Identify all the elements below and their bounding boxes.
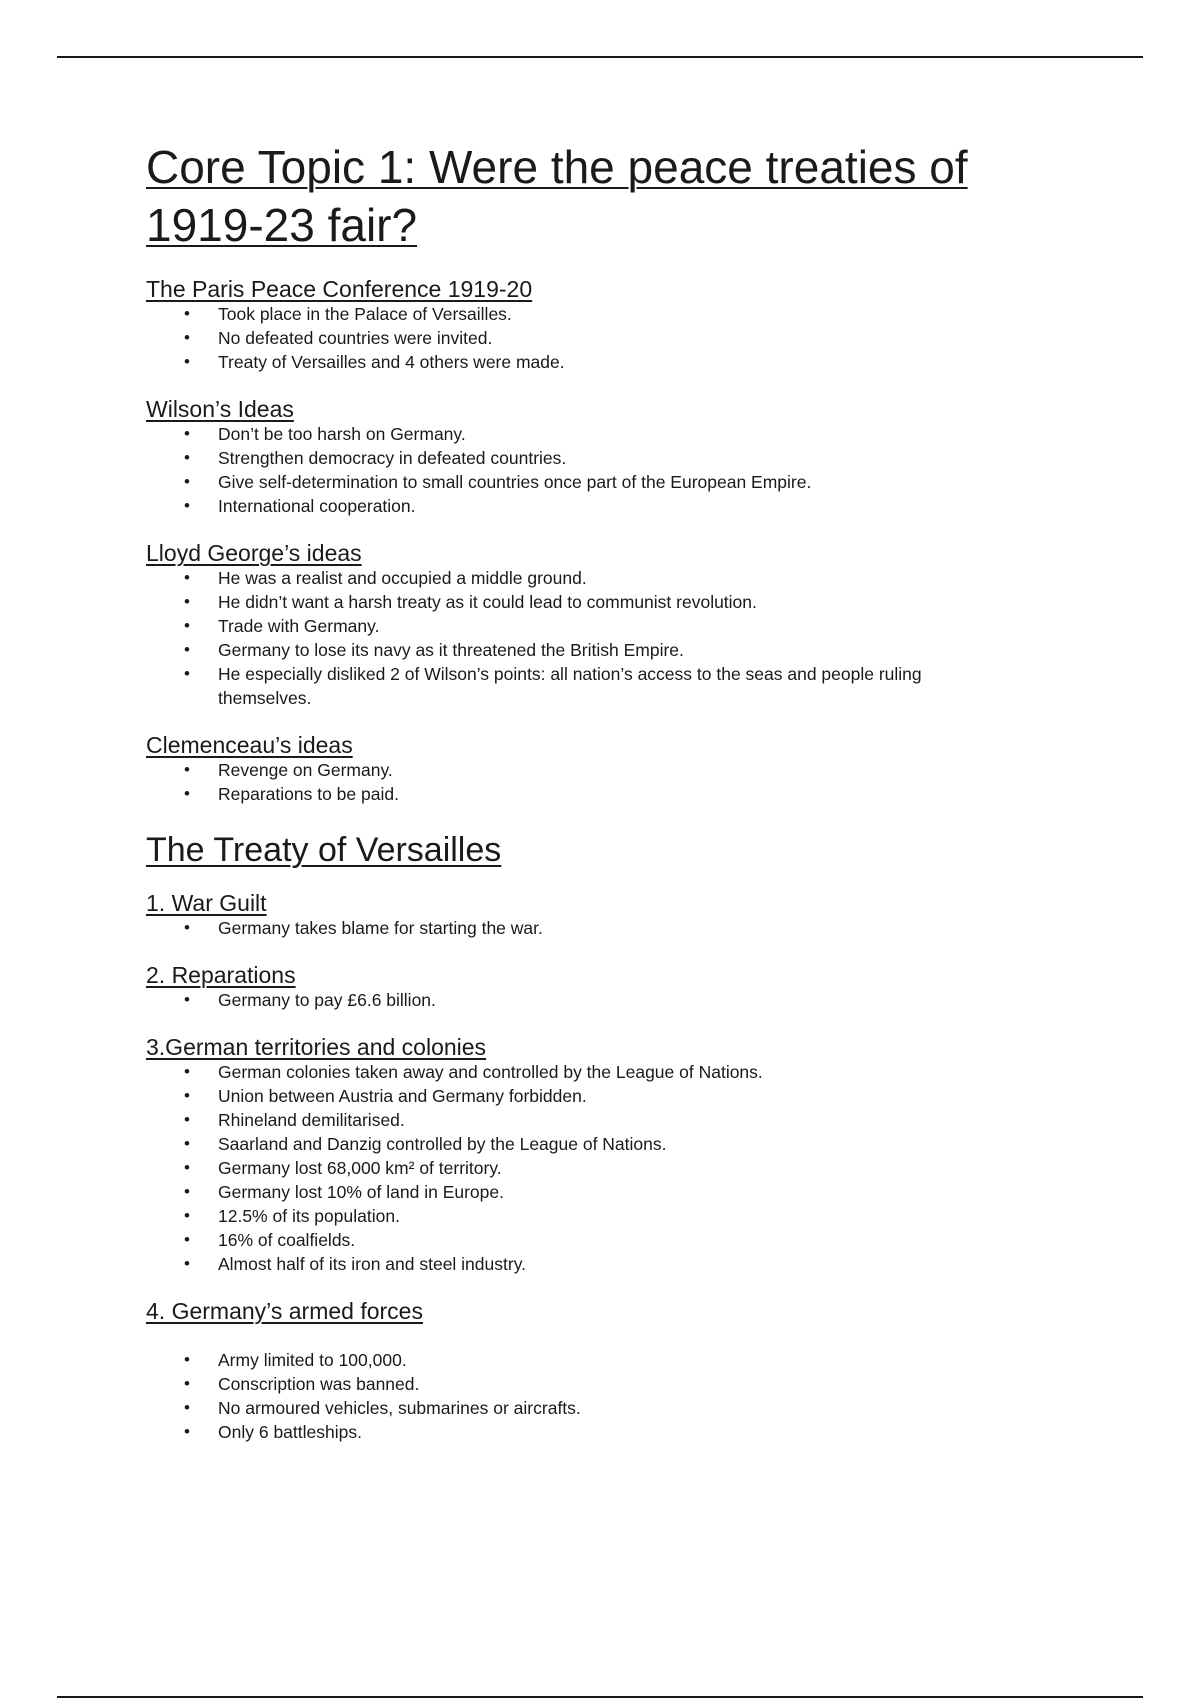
section-paris-peace-conference xyxy=(146,276,1076,374)
treaty-title: The Treaty of Versailles xyxy=(146,831,502,869)
list-item: • 12.5% of its population. xyxy=(146,1204,1076,1228)
bullet-list xyxy=(146,758,1076,806)
list-item: • Don’t be too harsh on Germany. xyxy=(146,422,1076,446)
list-item: • He especially disliked 2 of Wilson’s points: all nation’s access to the seas and people ruling themselves. xyxy=(146,662,1076,710)
section-wilsons-ideas xyxy=(146,396,1076,518)
list-item: • Only 6 battleships. xyxy=(146,1420,1076,1444)
list-item: • Germany to pay £6.6 billion. xyxy=(146,988,1076,1012)
list-item: • Saarland and Danzig controlled by the League of Nations. xyxy=(146,1132,1076,1156)
list-item: • German colonies taken away and controlled by the League of Nations. xyxy=(146,1060,1076,1084)
section-heading: Lloyd George’s ideas xyxy=(146,540,362,566)
list-item: • Almost half of its iron and steel industry. xyxy=(146,1252,1076,1276)
bullet-list xyxy=(146,1348,1076,1444)
list-item: • International cooperation. xyxy=(146,494,1076,518)
section-heading: Wilson’s Ideas xyxy=(146,396,294,422)
list-item: • Give self-determination to small countries once part of the European Empire. xyxy=(146,470,1076,494)
section-heading: The Paris Peace Conference 1919-20 xyxy=(146,276,533,302)
list-item: • Germany lost 68,000 km² of territory. xyxy=(146,1156,1076,1180)
bullet-list xyxy=(146,422,1076,518)
list-item: • Germany takes blame for starting the war. xyxy=(146,916,1076,940)
bullet-list xyxy=(146,1060,1076,1276)
list-item: • No defeated countries were invited. xyxy=(146,326,1076,350)
section-heading: Clemenceau’s ideas xyxy=(146,732,353,758)
section-heading: 4. Germany’s armed forces xyxy=(146,1298,423,1324)
document-body xyxy=(146,138,1076,1444)
top-rule xyxy=(57,56,1143,58)
section-reparations xyxy=(146,962,1076,1012)
list-item: • Reparations to be paid. xyxy=(146,782,1076,806)
list-item: • Rhineland demilitarised. xyxy=(146,1108,1076,1132)
section-clemenceaus-ideas xyxy=(146,732,1076,806)
list-item: • Took place in the Palace of Versailles. xyxy=(146,302,1076,326)
bullet-list xyxy=(146,988,1076,1012)
list-item: • Conscription was banned. xyxy=(146,1372,1076,1396)
list-item: • He was a realist and occupied a middle ground. xyxy=(146,566,1076,590)
list-item: • Army limited to 100,000. xyxy=(146,1348,1076,1372)
section-war-guilt xyxy=(146,890,1076,940)
section-territories-colonies xyxy=(146,1034,1076,1276)
bullet-list xyxy=(146,566,1076,710)
list-item: • Germany to lose its navy as it threatened the British Empire. xyxy=(146,638,1076,662)
list-item: • 16% of coalfields. xyxy=(146,1228,1076,1252)
bullet-list xyxy=(146,302,1076,374)
list-item: • He didn’t want a harsh treaty as it could lead to communist revolution. xyxy=(146,590,1076,614)
bullet-list xyxy=(146,916,1076,940)
page-title: Core Topic 1: Were the peace treaties of 1919-23 fair? xyxy=(146,141,968,251)
section-heading: 3.German territories and colonies xyxy=(146,1034,487,1060)
list-item: • Union between Austria and Germany forbidden. xyxy=(146,1084,1076,1108)
section-heading: 1. War Guilt xyxy=(146,890,267,916)
list-item: • Strengthen democracy in defeated countries. xyxy=(146,446,1076,470)
section-heading: 2. Reparations xyxy=(146,962,296,988)
list-item: • Treaty of Versailles and 4 others were made. xyxy=(146,350,1076,374)
list-item: • Trade with Germany. xyxy=(146,614,1076,638)
list-item: • Revenge on Germany. xyxy=(146,758,1076,782)
section-armed-forces xyxy=(146,1298,1076,1444)
list-item: • No armoured vehicles, submarines or aircrafts. xyxy=(146,1396,1076,1420)
bottom-rule xyxy=(57,1696,1143,1698)
list-item: • Germany lost 10% of land in Europe. xyxy=(146,1180,1076,1204)
section-lloyd-georges-ideas xyxy=(146,540,1076,710)
